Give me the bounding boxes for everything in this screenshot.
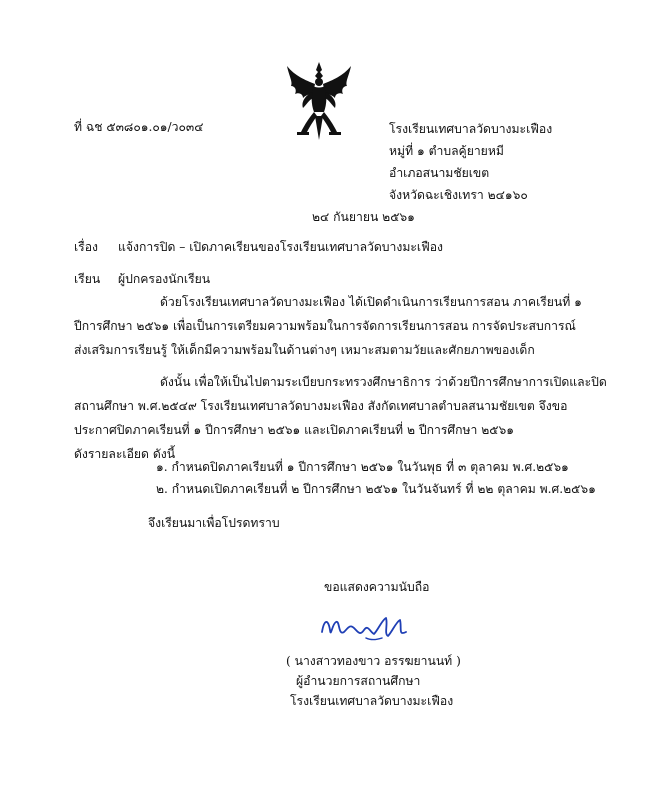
school-address-block <box>389 118 552 206</box>
recipient-text: ผู้ปกครองนักเรียน <box>118 272 211 286</box>
paragraph-line: ดังนั้น เพื่อให้เป็นไปตามระเบียบกระทรวงศึกษาธิการ ว่าด้วยปีการศึกษาการเปิดและปิด <box>160 375 607 389</box>
paragraph-line: ดังรายละเอียด ดังนี้ <box>74 447 176 461</box>
schedule-item: ๑. กำหนดปิดภาคเรียนที่ ๑ ปีการศึกษา ๒๕๖๑ ในวันพุธ ที่ ๓ ตุลาคม พ.ศ.๒๕๖๑ <box>156 460 569 474</box>
recipient-label: เรียน <box>74 272 101 286</box>
paragraph-line: ด้วยโรงเรียนเทศบาลวัดบางมะเฟือง ได้เปิดดำเนินการเรียนการสอน ภาคเรียนที่ ๑ <box>160 295 582 309</box>
garuda-emblem-icon <box>283 60 355 142</box>
signoff-regards: ขอแสดงความนับถือ <box>324 580 430 594</box>
signer-position: ผู้อำนวยการสถานศึกษา <box>296 674 421 688</box>
paragraph-line: ประกาศปิดภาคเรียนที่ ๑ ปีการศึกษา ๒๕๖๑ และเปิดภาคเรียนที่ ๒ ปีการศึกษา ๒๕๖๑ <box>74 423 514 437</box>
school-address-line: จังหวัดฉะเชิงเทรา ๒๔๑๖๐ <box>389 188 528 202</box>
signer-organization: โรงเรียนเทศบาลวัดบางมะเฟือง <box>290 694 454 708</box>
handwritten-signature <box>318 610 410 650</box>
paragraph-line: สถานศึกษา พ.ศ.๒๕๔๙ โรงเรียนเทศบาลวัดบางมะเฟือง สังกัดเทศบาลตำบลสนามชัยเขต จึงขอ <box>74 399 568 413</box>
paragraph-line: ส่งเสริมการเรียนรู้ ให้เด็กมีความพร้อมในด้านต่างๆ เหมาะสมตามวัยและศักยภาพของเด็ก <box>74 343 535 357</box>
document-reference-number: ที่ ฉช ๕๓๘๐๑.๐๑/ว๐๓๔ <box>74 120 204 134</box>
school-address-line: หมู่ที่ ๑ ตำบลคู้ยายหมี <box>389 144 504 158</box>
signer-name: ( นางสาวทองขาว อรรฆยานนท์ ) <box>286 654 461 668</box>
subject-text: แจ้งการปิด – เปิดภาคเรียนของโรงเรียนเทศบาลวัดบางมะเฟือง <box>118 240 443 254</box>
school-address-line: โรงเรียนเทศบาลวัดบางมะเฟือง <box>389 122 553 136</box>
closing-sentence: จึงเรียนมาเพื่อโปรดทราบ <box>148 516 280 530</box>
school-address-line: อำเภอสนามชัยเขต <box>389 166 490 180</box>
body-paragraph-1 <box>74 290 594 362</box>
body-paragraph-2 <box>74 370 607 466</box>
subject-label: เรื่อง <box>74 240 98 254</box>
document-date: ๒๔ กันยายน ๒๕๖๑ <box>312 210 415 224</box>
paragraph-line: ปีการศึกษา ๒๕๖๑ เพื่อเป็นการเตรียมความพร้อมในการจัดการเรียนการสอน การจัดประสบการณ์ <box>74 319 576 333</box>
schedule-item: ๒. กำหนดเปิดภาคเรียนที่ ๒ ปีการศึกษา ๒๕๖๑ ในวันจันทร์ ที่ ๒๒ ตุลาคม พ.ศ.๒๕๖๑ <box>156 482 596 496</box>
